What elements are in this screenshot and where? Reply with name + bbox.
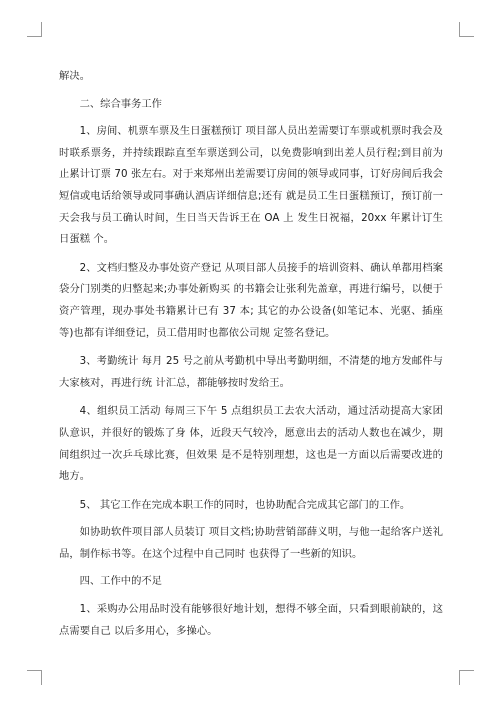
paragraph-assist-departments: 如协助软件项目部人员装订 项目文档;协助营销部薛义明，与他一起给客户送礼品，制作标书等。在这个过程中自己同时 也获得了一些新的知识。: [59, 526, 443, 560]
section-heading-shortcomings: 四、工作中的不足: [79, 575, 162, 588]
paragraph-staff-activities: 4、组织员工活动 每周三下午 5 点组织员工去农大活动，通过活动提高大家团队意识，并很好的锻炼了身 体，近段天气较冷，愿意出去的活动人数也在减少，期间组织过一次乒乓球比赛，但效果 是不是特别理想，这也是一方面以后需要改进的地方。: [59, 405, 443, 483]
crop-mark-bottom-right: [459, 670, 474, 685]
paragraph-other-work: 5、 其它工作在完成本职工作的同时，也协助配合完成其它部门的工作。: [79, 498, 411, 511]
paragraph-documents-assets: 2、文档归整及办事处资产登记 从项目部人员接手的培训资料、确认单都用档案袋分门别类的归整起来;办事处新购买 的书籍会让张利先盖章，再进行编号，以便于资产管理，现办事处书籍累计已有 37 本; 其它的办公设备(如笔记本、光驱、插座等)也都有详细登记，员工借用时也都依公司规 定签名登记。: [59, 261, 443, 339]
paragraph-continuation: 解决。: [59, 70, 91, 82]
paragraph-purchasing: 1、采购办公用品时没有能够很好地计划，想得不够全面，只看到眼前缺的，这点需要自己 以后多用心，多操心。: [59, 603, 443, 637]
crop-mark-bottom-left: [27, 670, 42, 685]
paragraph-booking: 1、房间、机票车票及生日蛋糕预订 项目部人员出差需要订车票或机票时我会及时联系票务，并持续跟踪直至车票送到公司，以免费影响到出差人员行程;到目前为止累计订票 70 张左右。对于来郑州出差需要订房间的领导或同事，订好房间后我会短信或电话给领导或同事确认酒店详细信息;还有 就是员工生日蛋糕预订，预订前一天会我与员工确认时间，生日当天告诉王在 OA 上 发生日祝福，20xx 年累计订生日蛋糕 个。: [59, 125, 443, 246]
section-heading-general-affairs: 二、综合事务工作: [79, 97, 162, 110]
document-body: [59, 66, 443, 642]
crop-mark-top-right: [459, 22, 474, 37]
crop-mark-top-left: [27, 22, 42, 37]
paragraph-attendance: 3、考勤统计 每月 25 号之前从考勤机中导出考勤明细，不清楚的地方发邮件与大家核对，再进行统 计汇总，都能够按时发给王。: [59, 355, 443, 389]
